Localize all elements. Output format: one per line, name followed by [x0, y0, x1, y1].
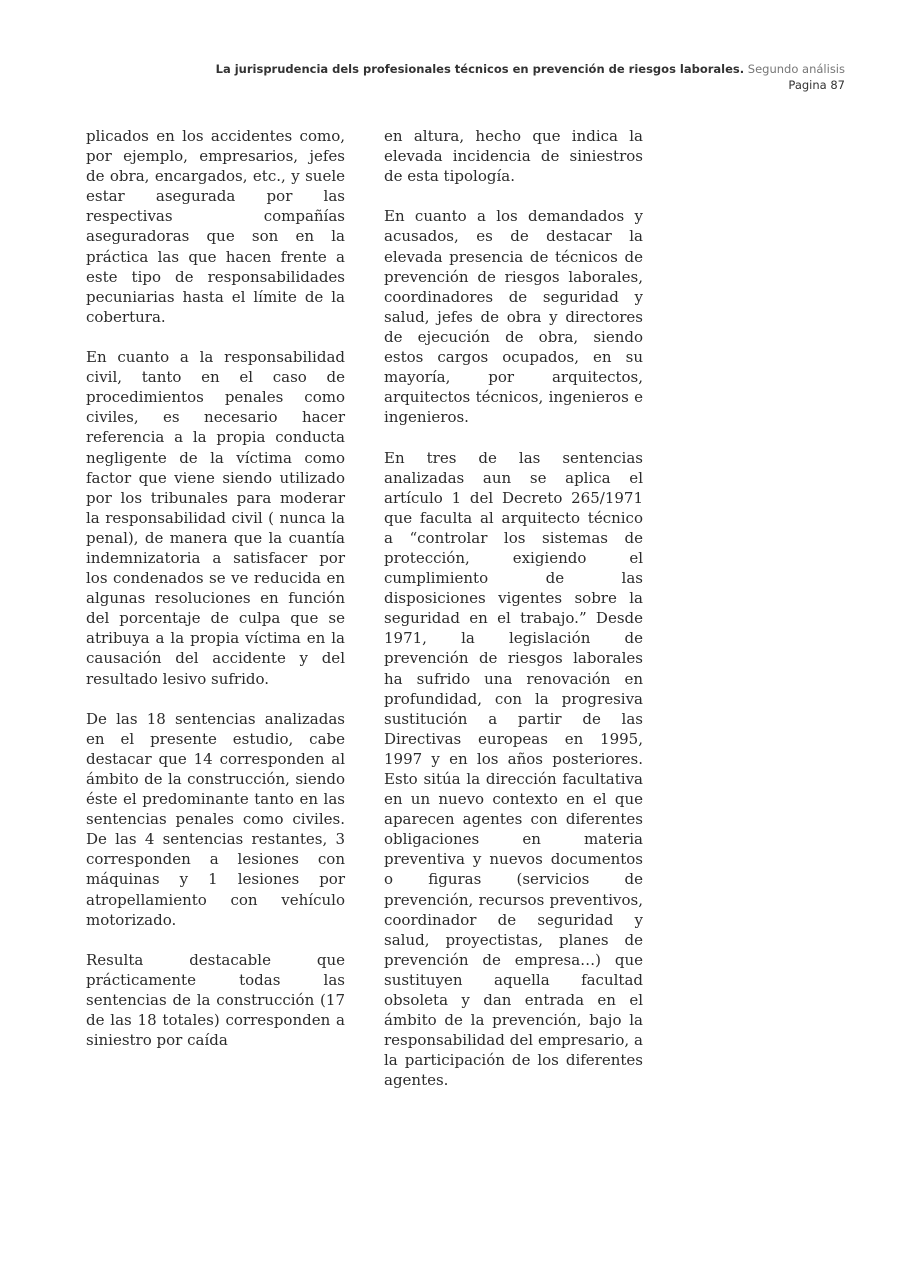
- header-title-main: La jurisprudencia dels profesionales técnicos en prevención de riesgos laborales.: [215, 62, 745, 76]
- header-title: [145, 61, 845, 77]
- paragraph: Resulta destacable que prácticamente todas las sentencias de la construcción (17 de las 18 totales) corresponden a siniestro por caída: [86, 950, 345, 1050]
- right-column: [384, 126, 643, 1091]
- header-title-section: Segundo análisis: [747, 62, 845, 76]
- left-column: [86, 126, 345, 1050]
- paragraph: En cuanto a los demandados y acusados, es de destacar la elevada presencia de técnicos de prevención de riesgos laborales, coordinadores de seguridad y salud, jefes de obra y directores de ejecución de obra, siendo estos cargos ocupados, en su mayoría, por arquitectos, arquitectos técnicos, ingenieros e ingenieros.: [384, 207, 643, 427]
- page-number: Pagina 87: [788, 78, 845, 92]
- paragraph: En cuanto a la responsabilidad civil, tanto en el caso de procedimientos penales como civiles, es necesario hacer referencia a la propia conducta negligente de la víctima como factor que viene siendo utilizado por los tribunales para moderar la responsabilidad civil ( nunca la penal), de manera que la cuantía indemnizatoria a satisfacer por los condenados se ve reducida en algunas resoluciones en función del porcentaje de culpa que se atribuya a la propia víctima en la causación del accidente y del resultado lesivo sufrido.: [86, 348, 345, 688]
- paragraph: De las 18 sentencias analizadas en el presente estudio, cabe destacar que 14 corresponden al ámbito de la construcción, siendo éste el predominante tanto en las sentencias penales como civiles. De las 4 sentencias restantes, 3 corresponden a lesiones con máquinas y 1 lesiones por atropellamiento con vehículo motorizado.: [86, 709, 345, 929]
- paragraph: En tres de las sentencias analizadas aun se aplica el artículo 1 del Decreto 265/1971 que faculta al arquitecto técnico a “controlar los sistemas de protección, exigiendo el cumplimiento de las disposiciones vigentes sobre la seguridad en el trabajo.” Desde 1971, la legislación de prevención de riesgos laborales ha sufrido una renovación en profundidad, con la progresiva sustitución a partir de las Directivas europeas en 1995, 1997 y en los años posteriores. Esto sitúa la dirección facultativa en un nuevo contexto en el que aparecen agentes con diferentes obligaciones en materia preventiva y nuevos documentos o figuras (servicios de prevención, recursos preventivos, coordinador de seguridad y salud, proyectistas, planes de prevención de empresa…) que sustituyen aquella facultad obsoleta y dan entrada en el ámbito de la prevención, bajo la responsabilidad del empresario, a la participación de los diferentes agentes.: [384, 448, 643, 1090]
- paragraph: plicados en los accidentes como, por ejemplo, empresarios, jefes de obra, encargados, etc., y suele estar asegurada por las respectivas compañías aseguradoras que son en la práctica las que hacen frente a este tipo de responsabilidades pecuniarias hasta el límite de la cobertura.: [86, 127, 345, 326]
- running-header: [145, 61, 845, 93]
- paragraph: en altura, hecho que indica la elevada incidencia de siniestros de esta tipología.: [384, 127, 643, 186]
